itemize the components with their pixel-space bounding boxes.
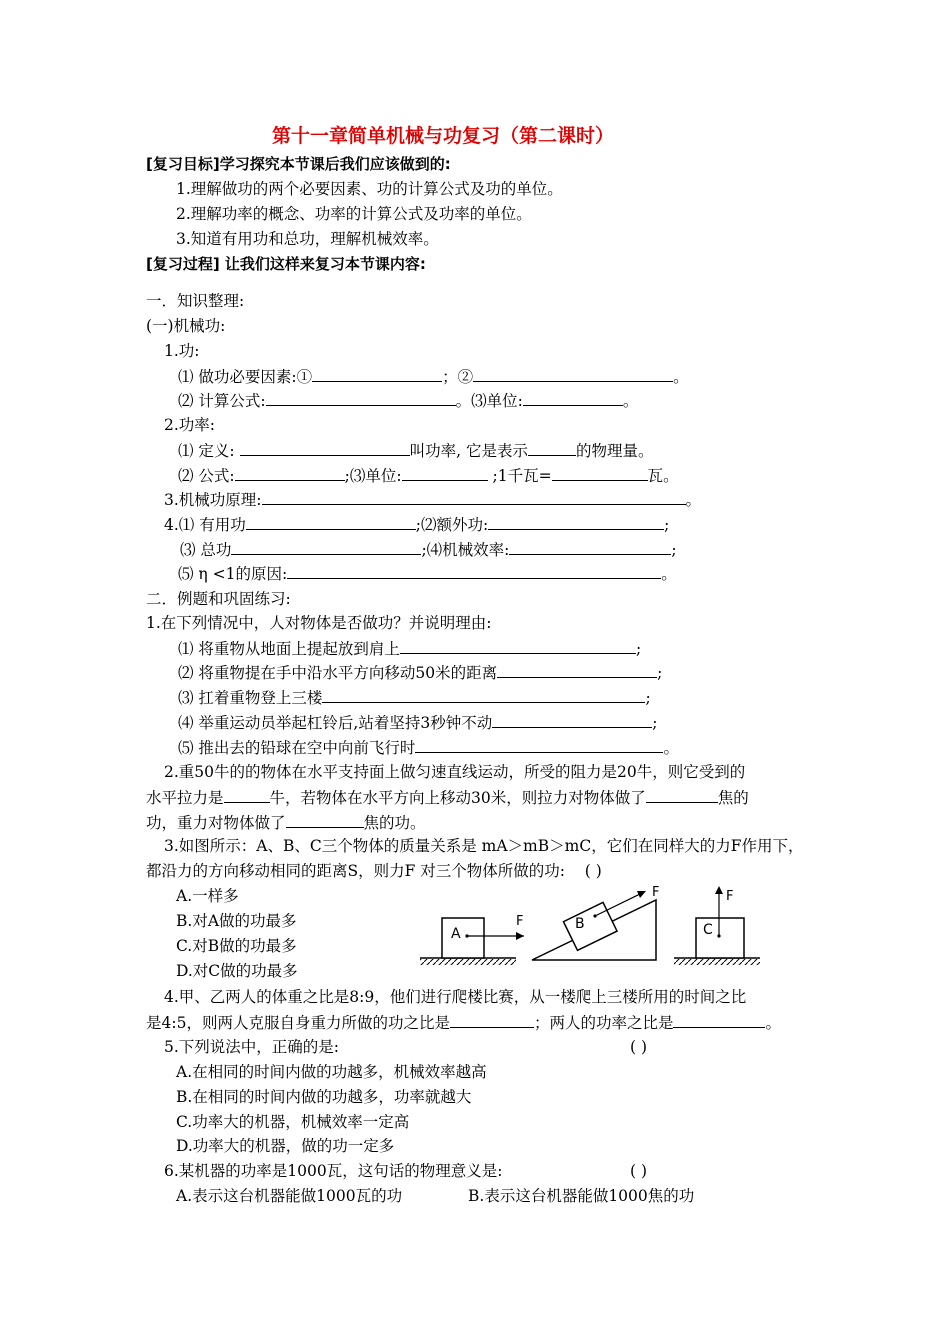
blank-line[interactable] [246,514,416,530]
force-diagram [412,878,764,970]
block-b-diagram [532,885,659,960]
blank-line[interactable] [473,366,673,382]
goal-item: 3.知道有用功和总功，理解机械效率。 [176,230,439,248]
blank-line[interactable] [497,662,657,678]
blank-line[interactable] [450,1012,534,1028]
blank-line[interactable] [528,440,576,456]
blank-line[interactable] [235,465,345,481]
process-header: [复习过程] 让我们这样来复习本节课内容: [146,255,426,273]
useful-work-line: 4.⑴ 有用功 ;⑵额外功: ; [164,516,670,534]
block-c-diagram [674,886,760,965]
page-title: 第十一章简单机械与功复习（第二课时） [272,125,615,147]
question-6-stem: 6.某机器的功率是1000瓦，这句话的物理意义是: [164,1162,503,1180]
option: D.功率大的机器，做的功一定多 [176,1137,395,1155]
blank-line[interactable] [492,712,652,728]
force-label: F [652,885,660,900]
question-1-item: ⑸ 推出去的铅球在空中向前飞行时 。 [178,739,679,757]
answer-paren[interactable]: ( ) [630,1162,648,1180]
option: D.对C做的功最多 [176,962,298,980]
option: C.对B做的功最多 [176,937,297,955]
answer-paren[interactable]: ( ) [630,1038,648,1056]
blank-line[interactable] [673,1012,765,1028]
blank-line[interactable] [523,390,623,406]
option: B.表示这台机器能做1000焦的功 [468,1187,695,1205]
blank-line[interactable] [231,539,421,555]
option: A.一样多 [176,887,239,905]
work-formula-line: ⑵ 计算公式: 。⑶单位: 。 [178,392,639,410]
question-2-line: 2.重50牛的的物体在水平支持面上做匀速直线运动，所受的阻力是20牛，则它受到的 [164,763,746,781]
blank-line[interactable] [224,787,270,803]
power-formula-line: ⑵ 公式: ;⑶单位: ;1千瓦= 瓦。 [178,467,679,485]
blank-line[interactable] [312,366,442,382]
question-2-line: 功，重力对物体做了 焦的功。 [146,814,426,832]
block-a-label: A [451,926,461,942]
principle-line: 3.机械功原理: 。 [164,491,702,509]
work-heading: 1.功: [164,342,200,360]
blank-line[interactable] [287,563,661,579]
power-definition-line: ⑴ 定义: 叫功率, 它是表示 的物理量。 [178,442,654,460]
block-b-label: B [575,916,585,932]
question-1-item: ⑵ 将重物提在手中沿水平方向移动50米的距离 ; [178,664,663,682]
blank-line[interactable] [262,489,686,505]
block-c-label: C [703,922,713,938]
blank-line[interactable] [240,440,410,456]
option: C.功率大的机器，机械效率一定高 [176,1113,410,1131]
power-heading: 2.功率: [164,416,216,434]
option: A.表示这台机器能做1000瓦的功 [176,1187,403,1205]
question-1-item: ⑷ 举重运动员举起杠铃后,站着坚持3秒钟不动 ; [178,714,658,732]
blank-line[interactable] [488,514,664,530]
blank-line[interactable] [286,812,364,828]
option: A.在相同的时间内做的功越多，机械效率越高 [176,1063,487,1081]
question-1-item: ⑶ 扛着重物登上三楼 ; [178,689,651,707]
blank-line[interactable] [415,737,663,753]
blank-line[interactable] [322,687,645,703]
question-1-item: ⑴ 将重物从地面上提起放到肩上 ; [178,640,642,658]
question-4-line: 4.甲、乙两人的体重之比是8:9，他们进行爬楼比赛，从一楼爬上三楼所用的时间之比 [164,988,747,1006]
question-3-line: 3.如图所示：A、B、C三个物体的质量关系是 mA＞mB＞mC，它们在同样大的力F作用下， [164,837,804,855]
force-label: F [726,889,734,904]
blank-line[interactable] [402,465,488,481]
answer-paren[interactable]: ( ) [584,862,602,880]
blank-line[interactable] [646,787,718,803]
block-a [442,918,484,958]
blank-line[interactable] [509,539,671,555]
question-1-stem: 1.在下列情况中，人对物体是否做功？并说明理由: [146,614,492,632]
option: B.在相同的时间内做的功越多，功率就越大 [176,1088,472,1106]
total-work-line: ⑶ 总功 ;⑷机械效率: ; [180,541,677,559]
option: B.对A做的功最多 [176,912,297,930]
block-a-diagram [420,914,524,965]
blank-line[interactable] [552,465,648,481]
question-4-line: 是4:5，则两人克服自身重力所做的功之比是 ；两人的功率之比是 。 [146,1014,781,1032]
question-2-line: 水平拉力是 牛，若物体在水平方向上移动30米，则拉力对物体做了 焦的 [146,789,749,807]
force-arrow-icon [516,932,524,940]
blank-line[interactable] [400,638,636,654]
blank-line[interactable] [266,390,456,406]
question-5-stem: 5.下列说法中，正确的是: [164,1038,340,1056]
force-arrow-icon [715,886,723,894]
section-heading: 一．知识整理: [146,292,245,310]
section-heading: 二．例题和巩固练习: [146,590,291,608]
goals-header: [复习目标]学习探究本节课后我们应该做到的: [146,155,451,173]
subsection-heading: (一)机械功: [146,317,226,335]
force-label: F [516,914,524,929]
question-3-line: 都沿力的方向移动相同的距离S，则力F 对三个物体所做的功: ( ) [146,862,602,880]
goal-item: 1.理解做功的两个必要因素、功的计算公式及功的单位。 [176,180,563,198]
goal-item: 2.理解功率的概念、功率的计算公式及功率的单位。 [176,205,532,223]
work-factors-line: ⑴ 做功必要因素:① ；② 。 [178,368,689,386]
efficiency-reason-line: ⑸ η <1的原因: 。 [178,565,677,583]
